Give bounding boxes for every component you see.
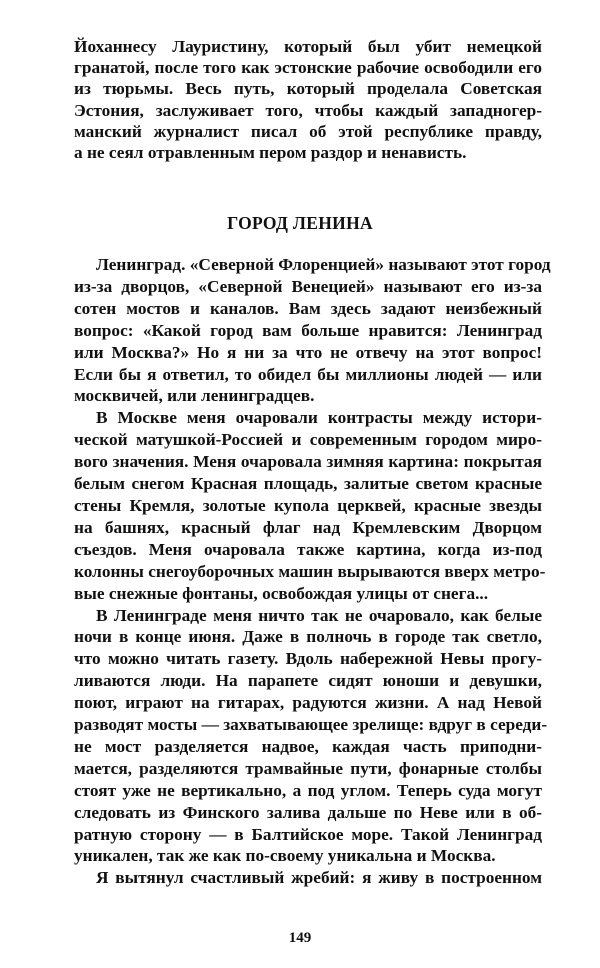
text-line: съездов. Меня очаровала также картина, когда из-под	[74, 539, 542, 559]
text-line: вые снежные фонтаны, освобождая улицы от снега...	[74, 583, 489, 603]
text-line: ческой матушкой-Россией и современным городом миро-	[74, 430, 542, 450]
text-line: из тюрьмы. Весь путь, который проделала Советская	[74, 79, 542, 99]
paragraph	[74, 867, 542, 889]
text-line: ночи в конце июня. Даже в полночь в городе так светло,	[74, 627, 542, 647]
text-line: ратную сторону — в Балтийское море. Такой Ленинград	[74, 824, 542, 844]
text-line: уникален, так же как по-своему уникальна и Москва.	[74, 846, 496, 866]
text-line: манский журналист писал об этой республике правду,	[74, 121, 542, 141]
paragraph	[74, 605, 548, 868]
page-number: 149	[288, 930, 312, 946]
text-line: белым снегом Красная площадь, залитые светом красные	[74, 474, 542, 494]
paragraph	[74, 254, 551, 407]
section-body	[74, 254, 551, 889]
text-line: поют, играют на гитарах, радуются жизни. А над Невой	[74, 693, 542, 713]
text-line: что можно читать газету. Вдоль набережной Невы прогу-	[74, 649, 542, 669]
text-line: Йоханнесу Лауристину, который был убит немецкой	[74, 37, 542, 56]
text-line: Эстония, заслуживает того, чтобы каждый западногер-	[74, 100, 542, 120]
text-line: стены Кремля, золотые купола церквей, красные звезды	[74, 495, 542, 515]
text-line: Ленинград. «Северной Флоренцией» называют этот город	[96, 255, 551, 274]
text-line: В Ленинграде меня ничто так не очаровало, как белые	[96, 605, 542, 625]
text-line: вопрос: «Какой город вам больше нравится: Ленинград	[74, 320, 542, 340]
text-line: москвичей, или ленинградцев.	[74, 386, 315, 406]
text-line: из-за дворцов, «Северной Венецией» называют его из-за	[74, 276, 542, 296]
text-line: Я вытянул счастливый жребий: я живу в построенном	[96, 868, 542, 888]
paragraph	[74, 407, 546, 604]
text-line: а не сеял отравленным пером раздор и ненависть.	[74, 143, 467, 163]
text-line: следовать из Финского залива дальше по Неве или в об-	[74, 802, 542, 822]
text-line: сотен мостов и каналов. Вам здесь задают неизбежный	[74, 298, 542, 318]
text-line: В Москве меня очаровали контрасты между истори-	[96, 408, 542, 428]
text-line: или Москва?» Но я ни за что не отвечу на этот вопрос!	[74, 342, 542, 362]
text-line: стоят уже не вертикально, а под углом. Теперь суда могут	[74, 780, 542, 800]
section-heading: ГОРОД ЛЕНИНА	[227, 213, 373, 233]
top-paragraph	[74, 36, 542, 163]
text-line: гранатой, после того как эстонские рабочие освободили его	[74, 58, 542, 78]
text-line: на башнях, красный флаг над Кремлевским Дворцом	[74, 517, 542, 537]
text-line: колонны снегоуборочных машин вырываются вверх метро-	[74, 561, 546, 581]
text-line: разводят мосты — захватывающее зрелище: вдруг в середи-	[74, 715, 548, 735]
text-line: вого значения. Меня очаровала зимняя картина: покрытая	[74, 452, 542, 472]
text-line: ливаются люди. На парапете сидят юноши и девушки,	[74, 671, 542, 691]
text-line: не мост разделяется надвое, каждая часть приподни-	[74, 736, 542, 756]
text-line: Если бы я ответил, то обидел бы миллионы людей — или	[74, 364, 542, 384]
text-line: мается, разделяются трамвайные пути, фонарные столбы	[74, 758, 542, 778]
